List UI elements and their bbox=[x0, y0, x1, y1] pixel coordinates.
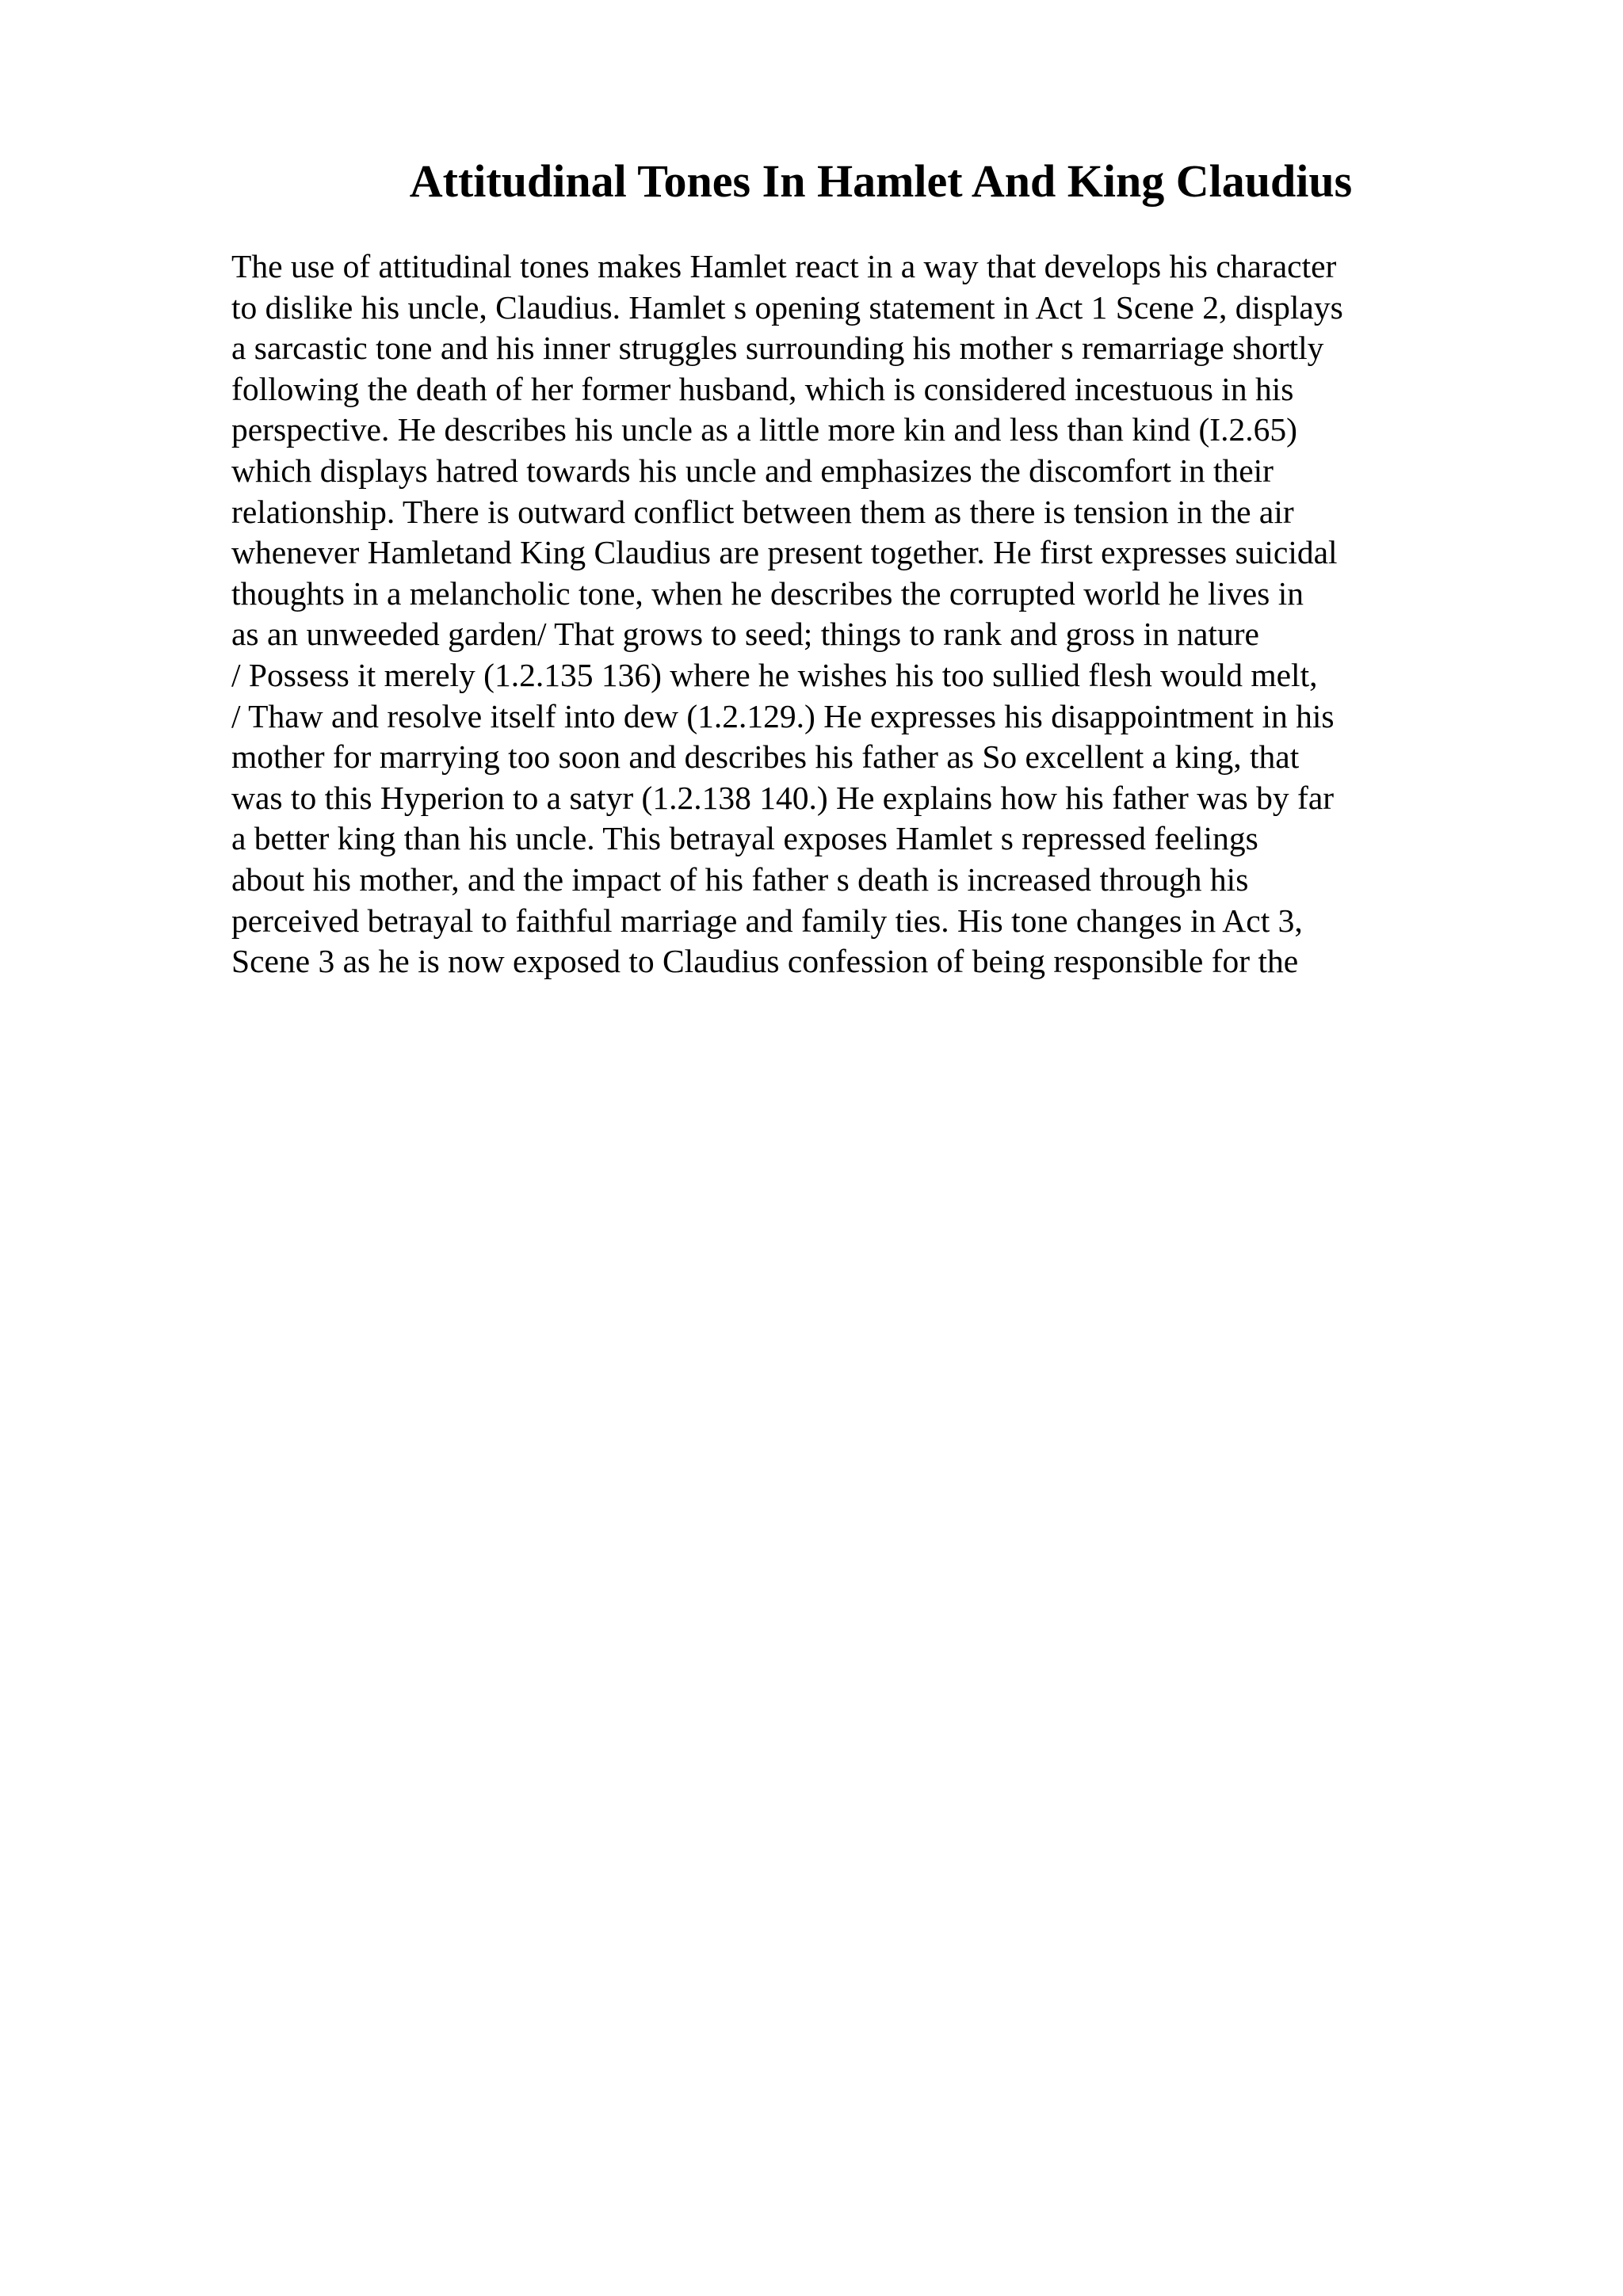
paragraph-line: The use of attitudinal tones makes Hamlet react in a way that develops his character bbox=[231, 248, 1337, 284]
paragraph-line: perceived betrayal to faithful marriage and family ties. His tone changes in Act 3, bbox=[231, 902, 1303, 939]
paragraph-line: which displays hatred towards his uncle and emphasizes the discomfort in their bbox=[231, 452, 1274, 489]
document-title: Attitudinal Tones In Hamlet And King Claudius bbox=[409, 155, 1353, 207]
paragraph-line: about his mother, and the impact of his father s death is increased through his bbox=[231, 860, 1249, 898]
paragraph-line: / Thaw and resolve itself into dew (1.2.129.) He expresses his disappointment in his bbox=[231, 697, 1335, 734]
paragraph-line: a sarcastic tone and his inner struggles surrounding his mother s remarriage shortly bbox=[231, 330, 1324, 367]
paragraph-line: Scene 3 as he is now exposed to Claudius confession of being responsible for the bbox=[231, 943, 1299, 980]
paragraph-line: to dislike his uncle, Claudius. Hamlet s opening statement in Act 1 Scene 2, displays bbox=[231, 288, 1343, 326]
paragraph-line: thoughts in a melancholic tone, when he describes the corrupted world he lives in bbox=[231, 574, 1304, 612]
paragraph-line: perspective. He describes his uncle as a little more kin and less than kind (I.2.65) bbox=[231, 411, 1297, 448]
paragraph-line: as an unweeded garden/ That grows to seed; things to rank and gross in nature bbox=[231, 616, 1259, 653]
paragraph-line: whenever Hamletand King Claudius are present together. He first expresses suicidal bbox=[231, 534, 1338, 571]
paragraph-line: a better king than his uncle. This betrayal exposes Hamlet s repressed feelings bbox=[231, 820, 1258, 857]
paragraph-line: / Possess it merely (1.2.135 136) where he wishes his too sullied flesh would melt, bbox=[231, 656, 1318, 693]
paragraph-line: mother for marrying too soon and describes his father as So excellent a king, that bbox=[231, 738, 1300, 776]
essay-paragraph bbox=[231, 246, 1515, 982]
paragraph-line: relationship. There is outward conflict between them as there is tension in the air bbox=[231, 493, 1294, 530]
paragraph-line: following the death of her former husband, which is considered incestuous in his bbox=[231, 370, 1294, 407]
paragraph-line: was to this Hyperion to a satyr (1.2.138 140.) He explains how his father was by far bbox=[231, 779, 1335, 816]
